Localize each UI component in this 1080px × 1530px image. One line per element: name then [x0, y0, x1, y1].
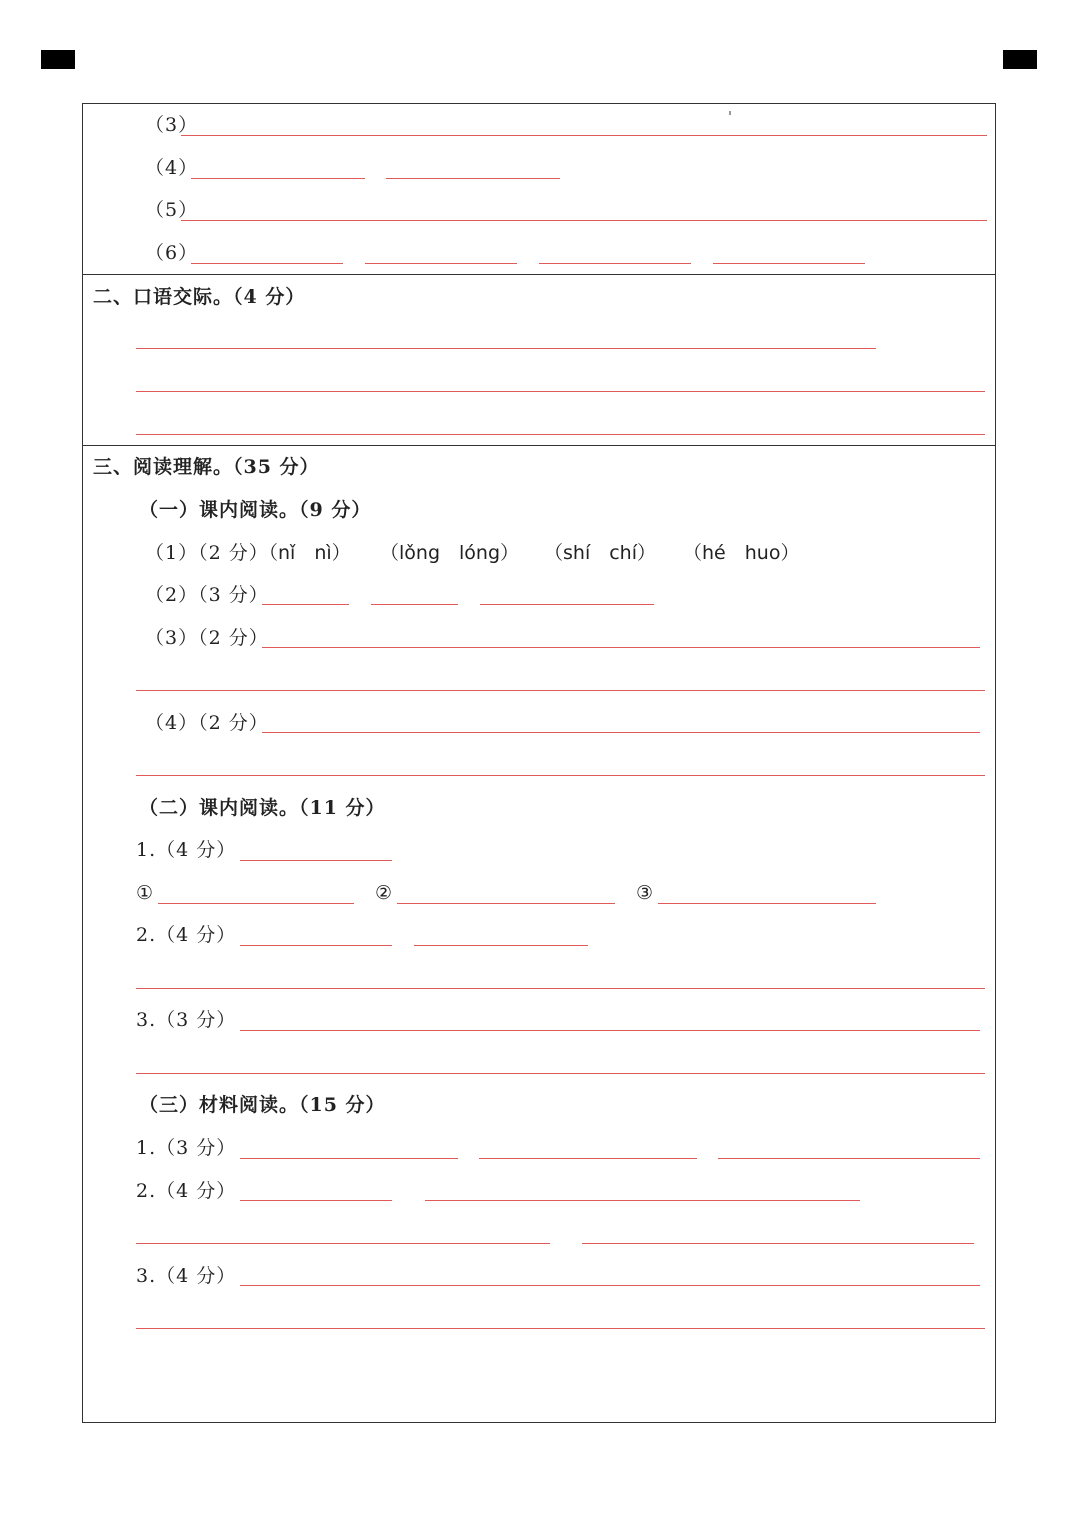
- section-3-heading: 三、阅读理解。（35 分）: [93, 456, 320, 478]
- answer-line[interactable]: [539, 263, 691, 264]
- answer-line[interactable]: [191, 263, 343, 264]
- subsection-2-heading: （二）课内阅读。（11 分）: [139, 797, 386, 819]
- answer-line[interactable]: [136, 348, 876, 349]
- answer-line[interactable]: [191, 178, 365, 179]
- answer-sheet-frame: [82, 103, 996, 1423]
- answer-line[interactable]: [136, 1073, 985, 1074]
- answer-line[interactable]: [240, 945, 392, 946]
- pinyin-option-1: （nǐ nì）: [259, 542, 351, 564]
- sub1-q3-label: （3）（2 分）: [145, 627, 269, 649]
- answer-line[interactable]: [414, 945, 588, 946]
- answer-line[interactable]: [158, 903, 354, 904]
- answer-line[interactable]: [136, 391, 985, 392]
- answer-line[interactable]: [181, 135, 987, 136]
- answer-line[interactable]: [365, 263, 517, 264]
- section-divider: [83, 445, 995, 446]
- sub3-q2-label: 2.（4 分）: [136, 1180, 237, 1202]
- stray-mark: [729, 111, 731, 115]
- subsection-3-heading: （三）材料阅读。（15 分）: [139, 1094, 386, 1116]
- answer-line[interactable]: [582, 1243, 974, 1244]
- circle-2: ②: [375, 882, 394, 904]
- sub1-q4-label: （4）（2 分）: [145, 712, 269, 734]
- sub3-q3-label: 3.（4 分）: [136, 1265, 237, 1287]
- answer-line[interactable]: [480, 604, 654, 605]
- answer-line[interactable]: [713, 263, 865, 264]
- answer-line[interactable]: [397, 903, 615, 904]
- sub2-q1-label: 1.（4 分）: [136, 839, 237, 861]
- answer-line[interactable]: [262, 604, 349, 605]
- answer-line[interactable]: [240, 1030, 980, 1031]
- pinyin-option-2: （lǒng lóng）: [380, 542, 520, 564]
- answer-line[interactable]: [240, 1200, 392, 1201]
- sub2-q2-label: 2.（4 分）: [136, 924, 237, 946]
- answer-line[interactable]: [718, 1158, 980, 1159]
- answer-line[interactable]: [136, 690, 985, 691]
- answer-line[interactable]: [136, 434, 985, 435]
- item-6-label: （6）: [145, 242, 199, 264]
- answer-line[interactable]: [240, 1158, 458, 1159]
- circle-3: ③: [636, 882, 655, 904]
- circle-1: ①: [136, 882, 155, 904]
- item-3-label: （3）: [145, 114, 199, 136]
- sub2-q3-label: 3.（3 分）: [136, 1009, 237, 1031]
- answer-line[interactable]: [136, 988, 985, 989]
- item-5-label: （5）: [145, 199, 199, 221]
- answer-line[interactable]: [136, 1243, 550, 1244]
- sub1-q1-label: （1）（2 分）: [145, 542, 269, 564]
- answer-line[interactable]: [262, 732, 980, 733]
- item-4-label: （4）: [145, 157, 199, 179]
- section-2-heading: 二、口语交际。（4 分）: [93, 286, 306, 308]
- answer-line[interactable]: [136, 1328, 985, 1329]
- subsection-1-heading: （一）课内阅读。（9 分）: [139, 499, 372, 521]
- answer-line[interactable]: [262, 647, 980, 648]
- answer-line[interactable]: [479, 1158, 697, 1159]
- pinyin-option-4: （hé huo）: [683, 542, 800, 564]
- answer-line[interactable]: [658, 903, 876, 904]
- sub3-q1-label: 1.（3 分）: [136, 1137, 237, 1159]
- answer-line[interactable]: [240, 860, 392, 861]
- answer-line[interactable]: [425, 1200, 860, 1201]
- corner-marker-right: [1003, 50, 1037, 69]
- answer-line[interactable]: [386, 178, 560, 179]
- answer-line[interactable]: [136, 775, 985, 776]
- answer-line[interactable]: [371, 604, 458, 605]
- section-divider: [83, 274, 995, 275]
- answer-line[interactable]: [181, 220, 987, 221]
- sub1-q2-label: （2）（3 分）: [145, 584, 269, 606]
- answer-line[interactable]: [240, 1285, 980, 1286]
- pinyin-option-3: （shí chí）: [544, 542, 656, 564]
- corner-marker-left: [41, 50, 75, 69]
